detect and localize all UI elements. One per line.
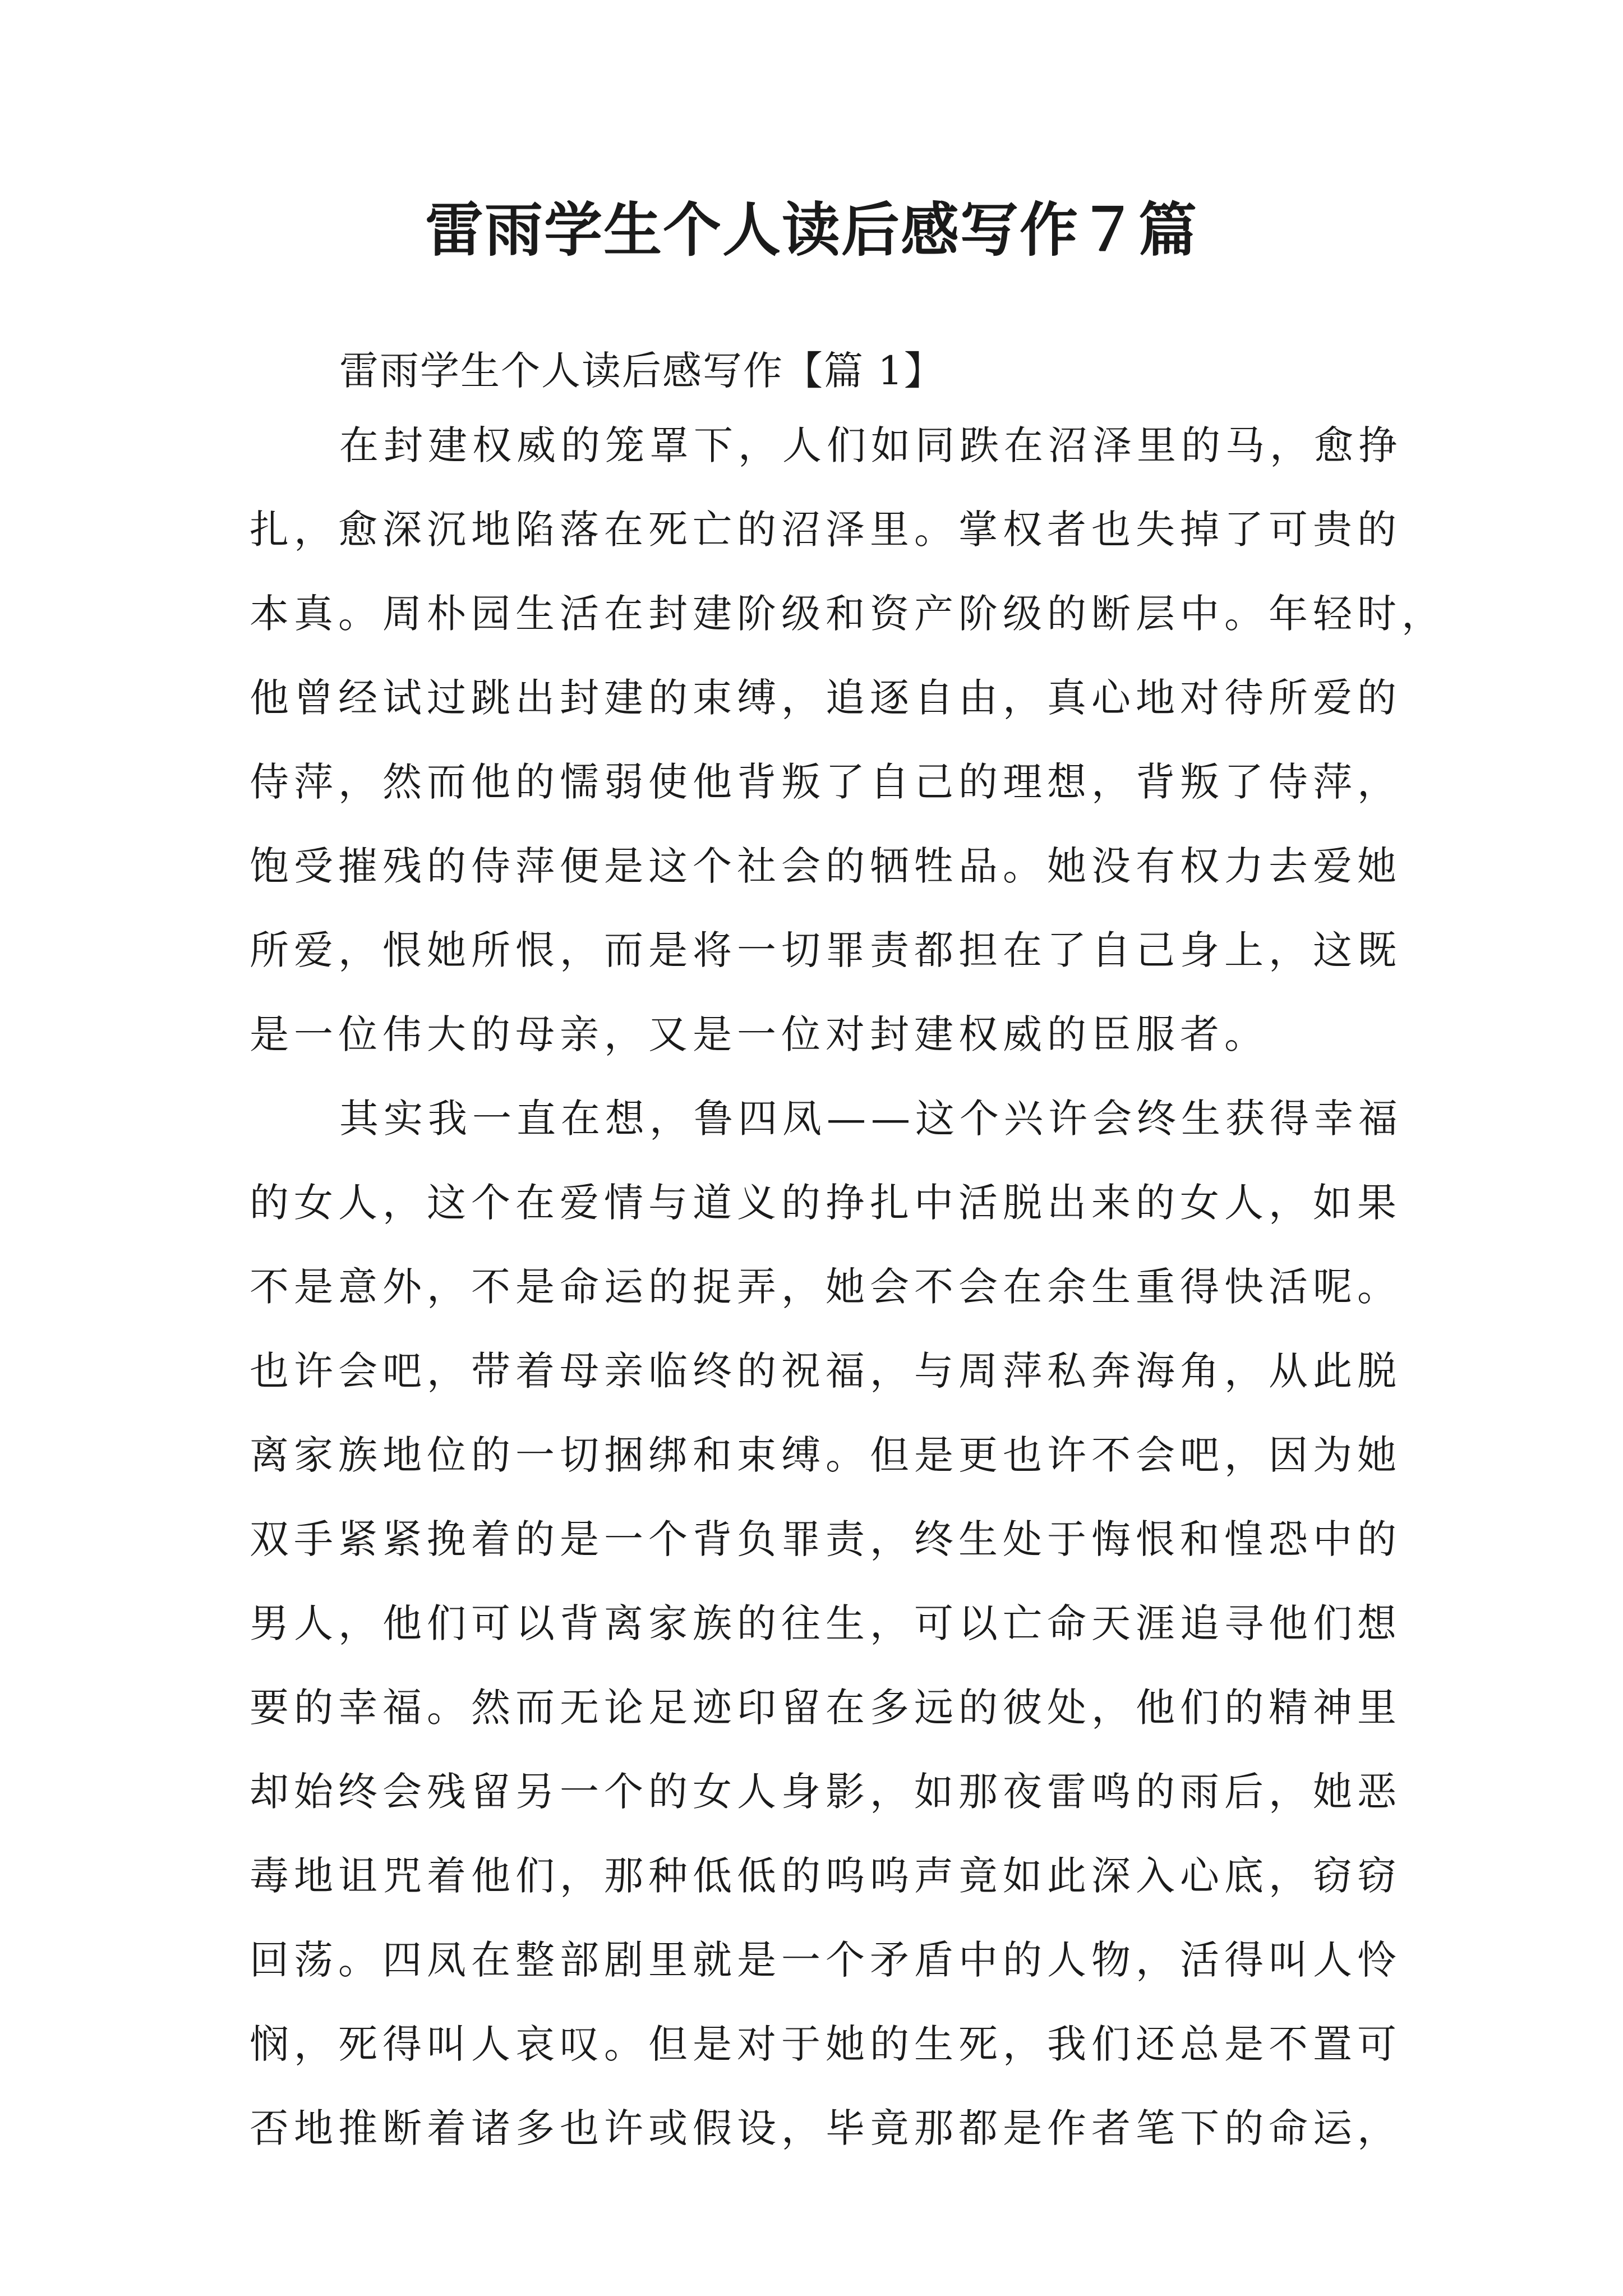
text-line: 的女人，这个在爱情与道义的挣扎中活脱出来的女人，如果: [250, 1180, 1401, 1226]
text-line: 他曾经试过跳出封建的束缚，追逐自由，真心地对待所爱的: [250, 675, 1401, 721]
text-line: 饱受摧残的侍萍便是这个社会的牺牲品。她没有权力去爱她: [250, 843, 1401, 889]
document-title: 雷雨学生个人读后感写作７篇: [425, 195, 1198, 264]
text-line: 其实我一直在想，鲁四凤——这个兴许会终生获得幸福: [339, 1096, 1403, 1142]
text-line: 离家族地位的一切捆绑和束缚。但是更也许不会吧，因为她: [250, 1432, 1401, 1478]
text-line: 男人，他们可以背离家族的往生，可以亡命天涯追寻他们想: [250, 1600, 1401, 1646]
text-line: 悯，死得叫人哀叹。但是对于她的生死，我们还总是不置可: [250, 2021, 1401, 2067]
text-line: 侍萍，然而他的懦弱使他背叛了自己的理想，背叛了侍萍，: [250, 759, 1401, 805]
text-line: 是一位伟大的母亲，又是一位对封建权威的臣服者。: [250, 1011, 1269, 1057]
paragraph-1: [250, 403, 1446, 1076]
text-line: 双手紧紧挽着的是一个背负罪责，终生处于悔恨和惶恐中的: [250, 1516, 1401, 1562]
text-line: 毒地诅咒着他们，那种低低的呜呜声竟如此深入心底，窃窃: [250, 1853, 1401, 1899]
text-line: 否地推断着诸多也许或假设，毕竟那都是作者笔下的命运，: [250, 2105, 1401, 2151]
text-line: 也许会吧，带着母亲临终的祝福，与周萍私奔海角，从此脱: [250, 1348, 1401, 1394]
text-line: 在封建权威的笼罩下，人们如同跌在沼泽里的马，愈挣: [339, 422, 1403, 468]
text-line: 扎，愈深沉地陷落在死亡的沼泽里。掌权者也失掉了可贵的: [250, 507, 1401, 553]
text-line: 本真。周朴园生活在封建阶级和资产阶级的断层中。年轻时，: [250, 591, 1446, 637]
section-heading: 雷雨学生个人读后感写作【篇 1】: [339, 348, 944, 394]
text-line: 回荡。四凤在整部剧里就是一个矛盾中的人物，活得叫人怜: [250, 1937, 1401, 1983]
text-line: 所爱，恨她所恨，而是将一切罪责都担在了自己身上，这既: [250, 927, 1401, 973]
text-line: 不是意外，不是命运的捉弄，她会不会在余生重得快活呢。: [250, 1264, 1401, 1310]
text-line: 却始终会残留另一个的女人身影，如那夜雷鸣的雨后，她恶: [250, 1769, 1401, 1815]
document-body: [250, 339, 1446, 2170]
paragraph-2: [250, 1076, 1403, 2170]
text-line: 要的幸福。然而无论足迹印留在多远的彼处，他们的精神里: [250, 1685, 1401, 1731]
